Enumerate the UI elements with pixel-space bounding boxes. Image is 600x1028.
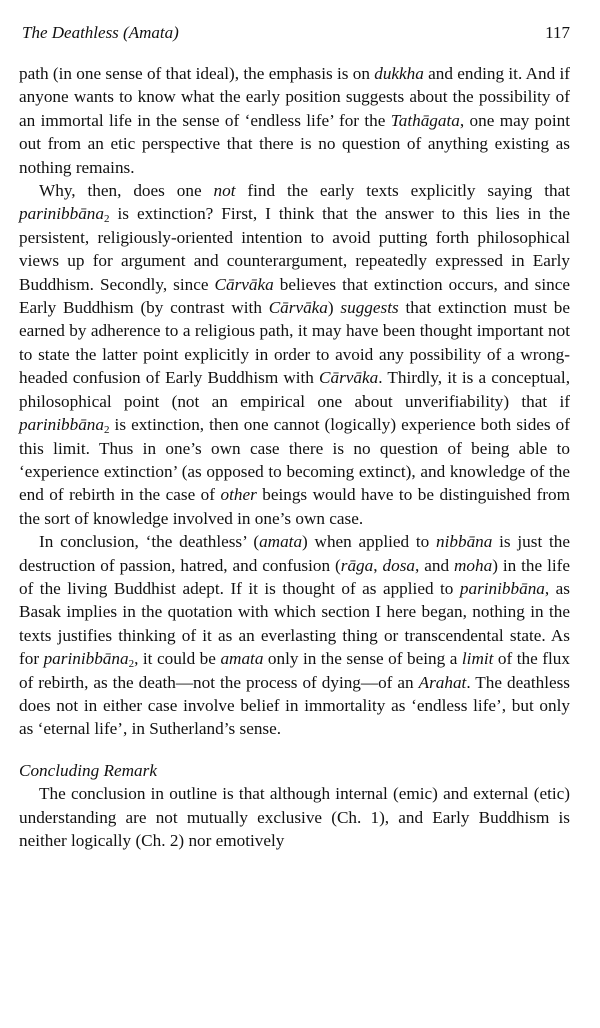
text-run: . The deathless does not in either case involve belief in immortality as ‘endless life’, but only as ‘eternal life’, in Sutherland’s sense.: [19, 672, 570, 739]
paragraph: [19, 782, 570, 852]
text-run: find the early texts explicitly saying that: [235, 181, 570, 201]
page-header: [22, 22, 570, 44]
text-run: is extinction? First, I think that the answer to this lies in the persistent, religiously-oriented intention to avoid putting forth philosophical views up for argument and counterargument, repeatedly expressed in Early Buddhism. Secondly, since: [19, 204, 570, 294]
body-text: [19, 62, 570, 852]
subscript: 2: [128, 658, 135, 671]
text-run: and ending it. And if anyone wants to know what the early position suggests about the possibility of an immortal life in the sense of ‘endless life’ for the: [19, 64, 571, 130]
text-run: beings would have to be distinguished from the sort of knowledge involved in one’s own case.: [19, 485, 570, 528]
text-run: is just the destruction of passion, hatred, and confusion (: [19, 532, 570, 575]
text-run: only in the sense of being a: [263, 649, 462, 669]
italic-term: parinibbāna: [19, 415, 104, 435]
italic-term: Cārvāka: [214, 274, 274, 294]
italic-term: other: [220, 485, 257, 505]
text-run: of the flux of rebirth, as the death—not the process of dying—of an: [19, 649, 570, 692]
paragraph: [19, 179, 570, 530]
italic-term: not: [213, 181, 236, 201]
text-run: , it could be: [134, 649, 221, 669]
italic-term: suggests: [340, 298, 399, 318]
text-run: that extinction must be earned by adherence to a religious path, it may have been thought important not to state the latter point explicitly in order to avoid any possibility of a wrong-headed confusion of Early Buddhism with: [19, 298, 570, 388]
text-run: ): [327, 298, 341, 318]
text-run: , one may point out from an etic perspective that there is no question of anything existing as nothing remains.: [19, 110, 570, 177]
italic-term: parinibbāna: [19, 204, 104, 224]
italic-term: Tathāgata: [390, 110, 460, 130]
italic-term: amata: [220, 649, 264, 669]
text-run: ,: [373, 555, 383, 575]
text-run: Why, then, does one: [39, 181, 214, 201]
italic-term: rāga: [340, 555, 374, 575]
paragraph: [19, 530, 570, 741]
italic-term: nibbāna: [436, 532, 493, 552]
text-run: In conclusion, ‘the deathless’ (: [39, 532, 260, 552]
running-title: The Deathless (Amata): [22, 23, 179, 42]
italic-term: parinibbāna: [459, 578, 545, 598]
italic-term: Cārvāka: [268, 298, 328, 318]
italic-term: dukkha: [374, 64, 424, 83]
text-run: , as Basak implies in the quotation with which section I here began, nothing in the texts justifies thinking of it as an everlasting thing or transcendental state. As for: [19, 578, 570, 669]
text-run: path (in one sense of that ideal), the emphasis is on: [19, 64, 375, 83]
page-number: 117: [545, 23, 570, 42]
text-run: ) in the life of the living Buddhist adept. If it is thought of as applied to: [19, 555, 571, 598]
subscript: 2: [104, 213, 110, 226]
text-run: , and: [414, 555, 454, 575]
italic-term: limit: [461, 649, 494, 669]
text-run: is extinction, then one cannot (logically) experience both sides of this limit. Thus in one’s own case there is no question of being able to ‘experience extinction’ (as opposed to becoming extinct), and knowledge of the end of rebirth in the case of: [19, 415, 570, 505]
section-heading: Concluding Remark: [19, 760, 157, 780]
subscript: 2: [104, 424, 110, 437]
text-run: . Thirdly, it is a conceptual, philosophical point (not an empirical one about unverifiability) that if: [19, 368, 571, 411]
italic-term: amata: [259, 532, 303, 552]
final-paragraph-container: [19, 782, 570, 852]
text-run: The conclusion in outline is that although internal (emic) and external (etic) understanding are not mutually exclusive (Ch. 1), and Early Buddhism is neither logically (Ch. 2) nor emotively: [19, 784, 570, 850]
paragraph: [19, 62, 570, 179]
text-run: ) when applied to: [302, 532, 437, 552]
italic-term: moha: [453, 555, 493, 575]
italic-term: parinibbāna: [43, 649, 129, 669]
text-run: believes that extinction occurs, and since Early Buddhism (by contrast with: [19, 274, 570, 318]
italic-term: dosa: [382, 555, 415, 575]
italic-term: Arahat: [418, 672, 467, 692]
paragraph-list: [19, 62, 570, 741]
italic-term: Cārvāka: [319, 368, 379, 388]
